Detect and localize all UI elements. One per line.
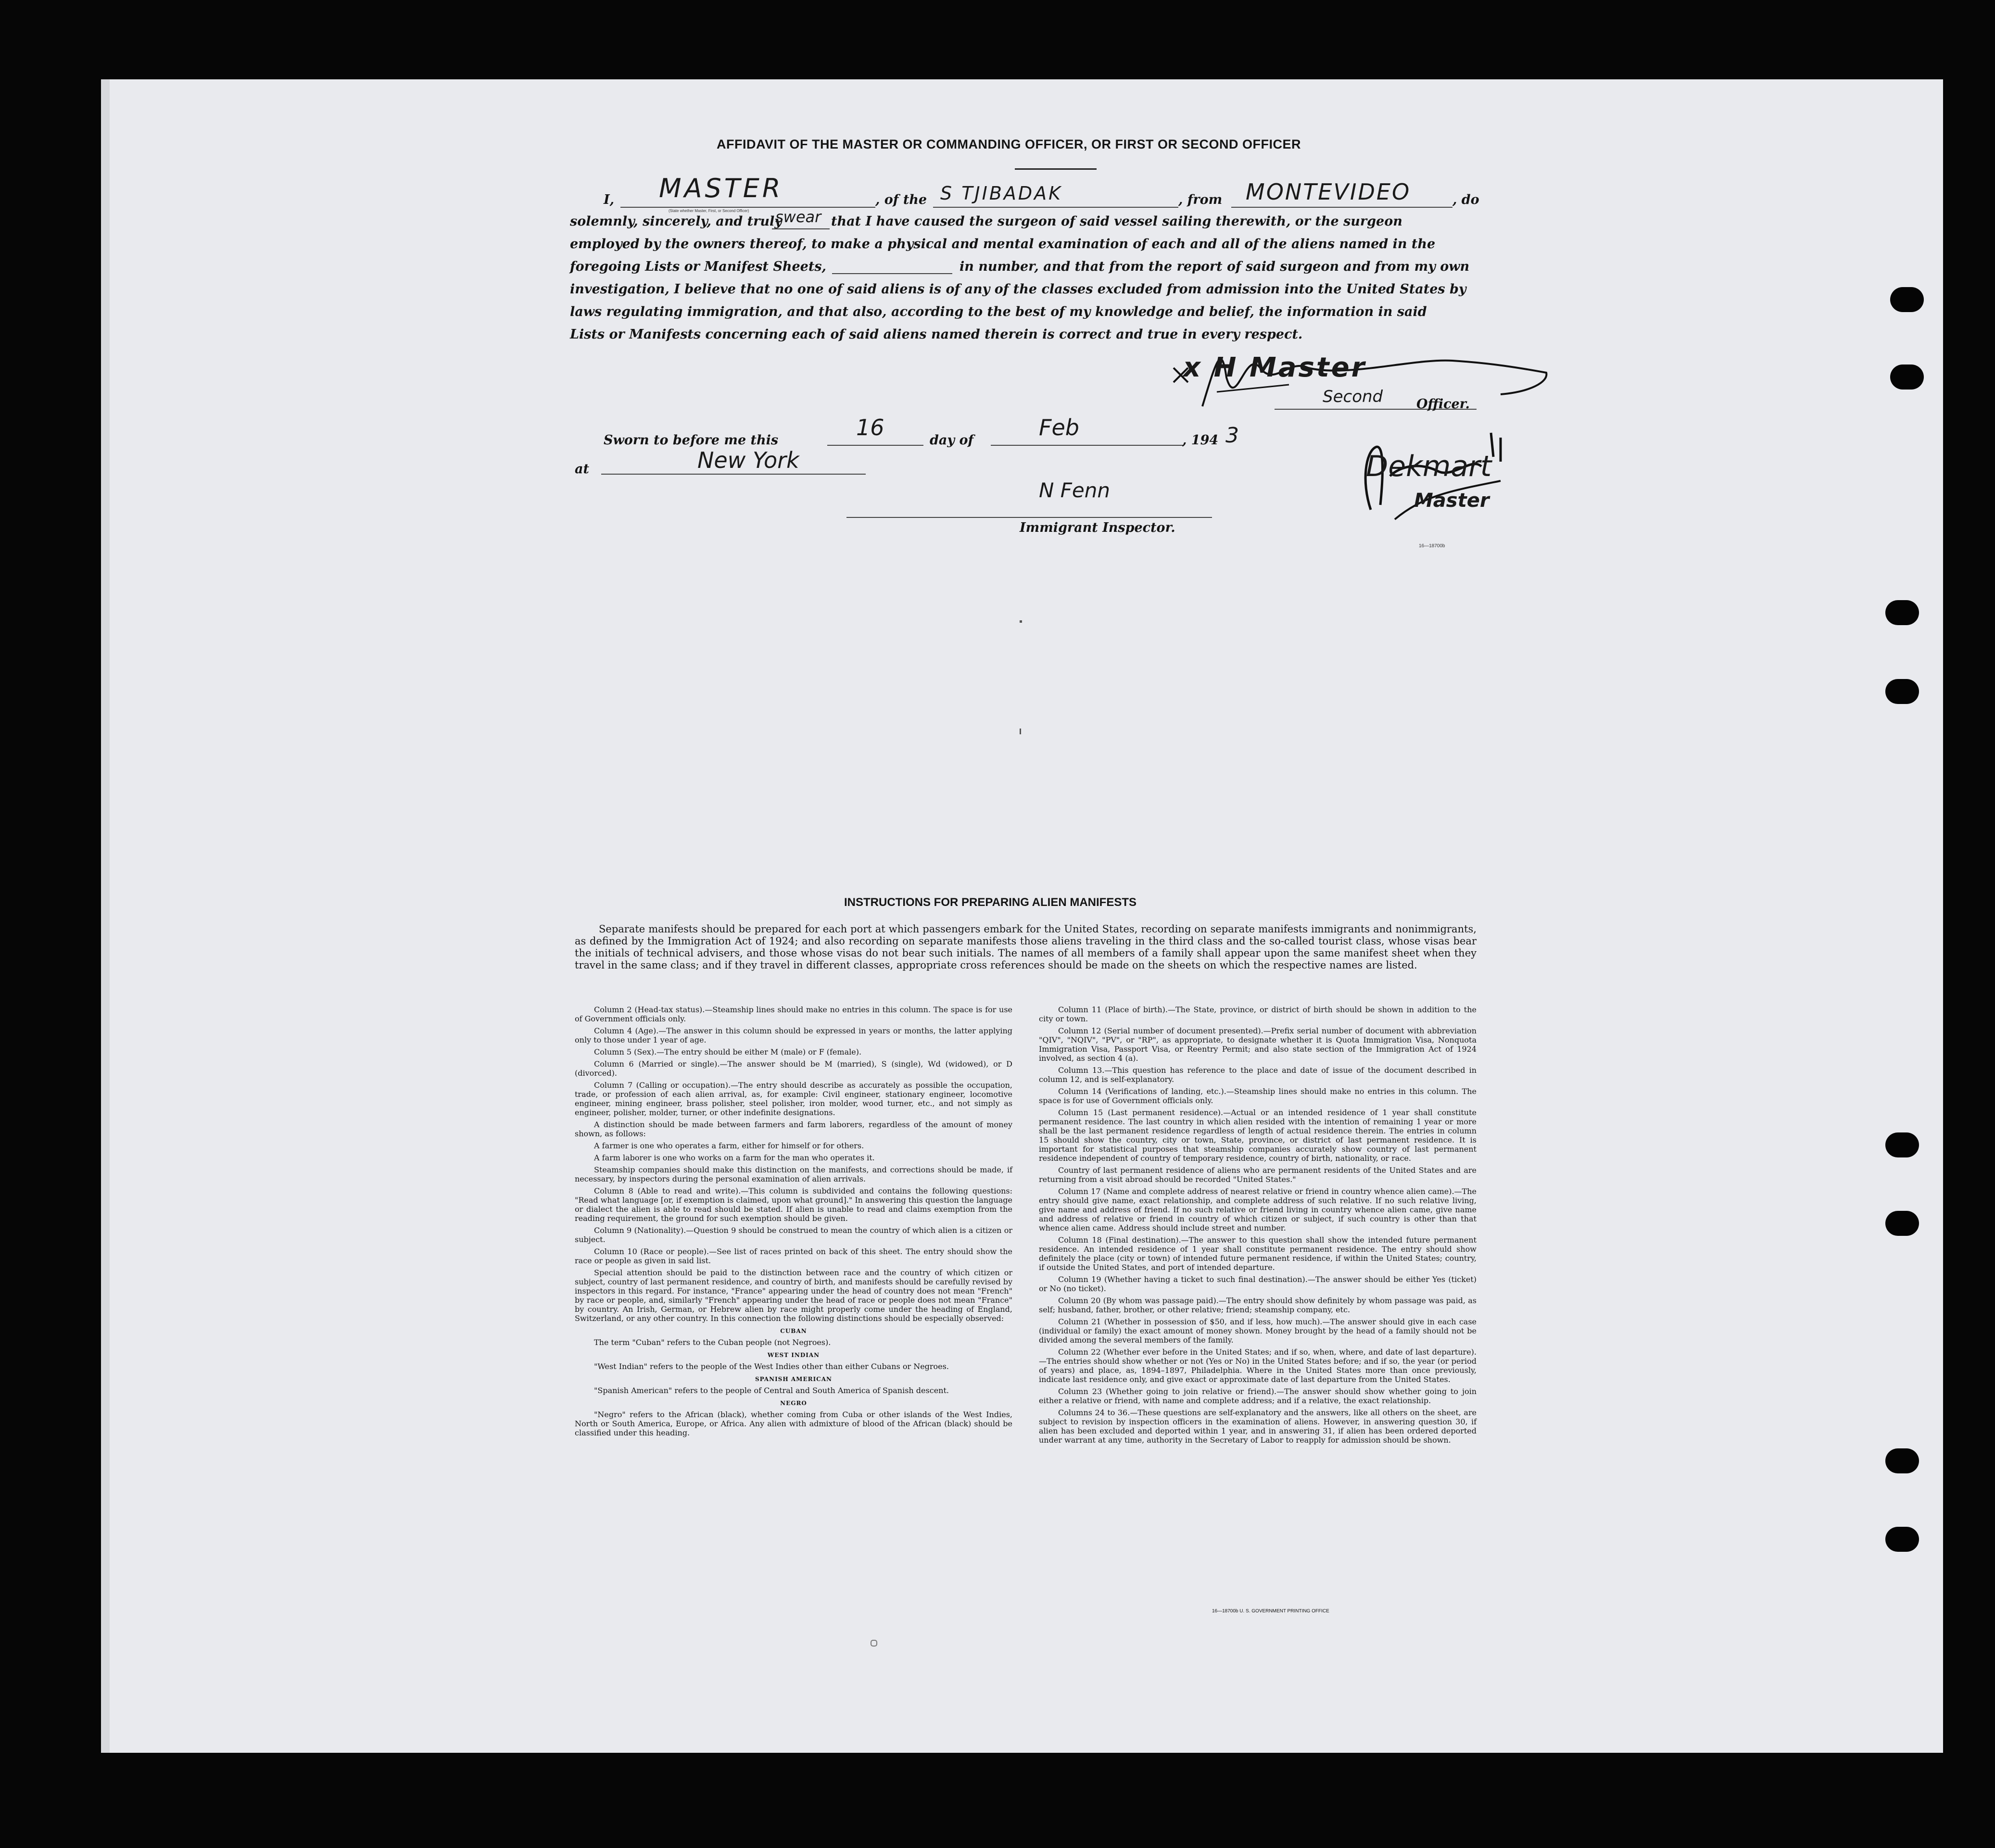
instruction-paragraph: Steamship companies should make this distinction on the manifests, and corrections should be made, if necessary, by inspectors during the personal examination of alien arrivals. <box>575 1165 1012 1183</box>
instruction-paragraph: Column 6 (Married or single).—The answer should be M (married), S (single), Wd (widowed), or D (divorced). <box>575 1059 1012 1078</box>
oath-blank <box>772 228 830 229</box>
officer-rank-caption: (State whether Master, First, or Second Officer) <box>669 209 749 213</box>
instruction-paragraph: Column 20 (By whom was passage paid).—The entry should show definitely by whom passage was paid, as self; husband, father, brother, or other relative; friend; steamship company, etc. <box>1039 1296 1477 1314</box>
inspector-signature-line <box>846 517 1212 518</box>
master-title: Master <box>1414 490 1490 512</box>
punch-hole <box>1885 1448 1919 1473</box>
instruction-paragraph: Column 18 (Final destination).—The answer to this question shall show the intended future permanent residence. An intended residence of 1 year shall constitute permanent residence. The entry should show definitely the place (city or town) of intended future permanent residence, if within the United States; country, if outside the United States, and port of intended departure. <box>1039 1235 1477 1272</box>
instruction-paragraph: A farmer is one who operates a farm, either for himself or for others. <box>594 1141 864 1150</box>
affidavit-line2-end: that I have caused the surgeon of said vessel sailing therewith, or the surgeon <box>831 214 1402 229</box>
punch-hole <box>1885 1132 1919 1157</box>
printing-office-footer: 16—18700b U. S. GOVERNMENT PRINTING OFFICE <box>1212 1609 1329 1614</box>
sworn-month-blank <box>991 445 1183 446</box>
affidavit-line1-from: , from <box>1178 192 1223 207</box>
affidavit-line5: investigation, I believe that no one of said aliens is of any of the classes excluded from admission into the United States by <box>570 282 1466 297</box>
affidavit-line3: employed by the owners thereof, to make a physical and mental examination of each and all of the aliens named in the <box>570 237 1436 251</box>
instruction-paragraph: Column 5 (Sex).—The entry should be either M (male) or F (female). <box>594 1047 862 1056</box>
port-handwritten: MONTEVIDEO <box>1246 179 1411 205</box>
officer-rank-signed: Second <box>1323 387 1383 406</box>
officer-suffix: Officer. <box>1416 397 1470 412</box>
paper-mark <box>1020 729 1021 734</box>
instruction-paragraph: "Spanish American" refers to the people of Central and South America of Spanish descent. <box>594 1386 949 1395</box>
sworn-year-prefix: , 194 <box>1182 433 1219 448</box>
instruction-paragraph: Column 2 (Head-tax status).—Steamship lines should make no entries in this column. The space is for use of Government officials only. <box>575 1005 1012 1023</box>
instructions-title: INSTRUCTIONS FOR PREPARING ALIEN MANIFESTS <box>844 896 1137 909</box>
affidavit-title: AFFIDAVIT OF THE MASTER OR COMMANDING OFFICER, OR FIRST OR SECOND OFFICER <box>717 137 1301 151</box>
paper-mark <box>871 1640 877 1647</box>
instruction-paragraph: The term "Cuban" refers to the Cuban people (not Negroes). <box>594 1338 831 1347</box>
instructions-left-column <box>575 1005 1012 1440</box>
affidavit-line2-start: solemnly, sincerely, and truly <box>570 214 782 229</box>
place-handwritten: New York <box>697 447 799 473</box>
place-blank <box>601 474 866 475</box>
affidavit-line1-do: , do <box>1452 192 1479 207</box>
officer-signature: x H Master <box>1183 352 1367 383</box>
instruction-paragraph: Column 15 (Last permanent residence).—Actual or an intended residence of 1 year shall constitute permanent residence. The last country in which alien resided with the intention of remaining 1 year or more shall be the last permanent residence regardless of length of actual residence therein. The entries in column 15 should show the country, city or town, State, province, or district of last permanent residence. It is important for statistical purposes that steamship companies accurately show country of last permanent residence independent of country of temporary residence, country of birth, nationality, or race. <box>1039 1108 1477 1163</box>
at-label: at <box>575 462 589 477</box>
port-blank <box>1231 207 1452 208</box>
sworn-day-blank <box>827 445 923 446</box>
vessel-handwritten: S TJIBADAK <box>940 183 1063 204</box>
inspector-label: Immigrant Inspector. <box>1020 520 1175 535</box>
instruction-paragraph: Special attention should be paid to the distinction between race and the country of which citizen or subject, country of last permanent residence, and country of birth, and manifests should be carefully revised by inspectors in this regard. For instance, "France" appearing under the head of country does not mean "French" by race or people, and, similarly "French" appearing under the head of race or people does not mean "France" by country. An Irish, German, or Hebrew alien by race might properly come under the heading of England, Switzerland, or any other country. In this connection the following distinctions should be especially observed: <box>575 1268 1012 1323</box>
sworn-prefix: Sworn to before me this <box>604 433 779 448</box>
inspector-signature: N Fenn <box>1039 478 1111 502</box>
instruction-paragraph: Column 21 (Whether in possession of $50, and if less, how much).—The answer should give in each case (individual or family) the exact amount of money shown. Money brought by the head of a family should not be divided among the several members of the family. <box>1039 1317 1477 1345</box>
instruction-paragraph: Column 8 (Able to read and write).—This column is subdivided and contains the following questions: "Read what language [or, if exemption is claimed, upon what ground]." In answering this question the language or dialect the alien is able to read should be stated. If alien is unable to read and claims exemption from the reading requirement, the ground for such exemption should be given. <box>575 1186 1012 1223</box>
punch-hole <box>1885 600 1919 625</box>
vessel-blank <box>933 207 1178 208</box>
affidavit-line6: laws regulating immigration, and that also, according to the best of my knowledge and belief, the information in said <box>570 304 1427 319</box>
instruction-paragraph: Column 17 (Name and complete address of nearest relative or friend in country whence alien came).—The entry should give name, exact relationship, and complete address of such relative. If no such relative living, give name and address of friend. If no such relative or friend living in country whence alien came, give name and address of relative or friend in country of which citizen or subject, if such country is other than that whence alien came. Address should include street and number. <box>1039 1187 1477 1232</box>
instruction-paragraph: Column 4 (Age).—The answer in this column should be expressed in years or months, the latter applying only to those under 1 year of age. <box>575 1026 1012 1044</box>
instruction-paragraph: Column 12 (Serial number of document presented).—Prefix serial number of document with abbreviation "QIV", "NQIV", "PV", or "RP", as appropriate, to designate whether it is Quota Immigration Visa, Nonquota Immigration Visa, Passport Visa, or Reentry Permit; and also state section of the Immigration Act of 1924 involved, as section 4 (a). <box>1039 1026 1477 1063</box>
master-signature: Dekmart <box>1366 450 1492 483</box>
race-heading-spanish-american: SPANISH AMERICAN <box>755 1376 833 1383</box>
instruction-paragraph: Country of last permanent residence of aliens who are permanent residents of the United States and are returning from a visit abroad should be recorded "United States." <box>1039 1166 1477 1184</box>
race-heading-cuban: CUBAN <box>780 1328 807 1334</box>
title-rule <box>1015 168 1097 170</box>
affidavit-line1-of-the: , of the <box>875 192 927 207</box>
punch-hole <box>1885 1527 1919 1552</box>
instruction-paragraph: Column 9 (Nationality).—Question 9 should be construed to mean the country of which alien is a citizen or subject. <box>575 1226 1012 1244</box>
sworn-year-handwritten: 3 <box>1225 423 1239 448</box>
officer-rank-blank <box>620 207 875 208</box>
race-heading-negro: NEGRO <box>780 1400 807 1407</box>
instruction-paragraph: A farm laborer is one who works on a farm for the man who operates it. <box>594 1153 875 1162</box>
affidavit-line1-prefix: I, <box>604 192 615 207</box>
instruction-paragraph: Columns 24 to 36.—These questions are self-explanatory and the answers, like all others on the sheet, are subject to revision by inspection officers in the examination of aliens. However, in answering question 30, if alien has been excluded and deported within 1 year, and in answering 31, if alien has been ordered deported under warrant at any time, authority in the Secretary of Labor to reapply for admission should be shown. <box>1039 1408 1477 1445</box>
sworn-day-of: day of <box>930 433 974 448</box>
race-heading-west-indian: WEST INDIAN <box>767 1352 820 1358</box>
instructions-intro: Separate manifests should be prepared for each port at which passengers embark for the United States, recording on separate manifests immigrants and nonimmigrants, as defined by the Immigration Act of 1924; and also recording on separate manifests those aliens traveling in the third class and the so-called tourist class, whose visas bear the initials of technical advisers, and those whose visas do not bear such initials. The names of all members of a family shall appear upon the same manifest sheet when they travel in the same class; and if they travel in different classes, appropriate cross references should be made on the sheets on which the respective names are listed. <box>575 923 1477 971</box>
sworn-month-handwritten: Feb <box>1039 415 1079 440</box>
instruction-paragraph: A distinction should be made between farmers and farm laborers, regardless of the amount of money shown, as follows: <box>575 1120 1012 1138</box>
punch-hole <box>1885 679 1919 704</box>
affidavit-line4-start: foregoing Lists or Manifest Sheets, <box>570 259 826 274</box>
instruction-paragraph: Column 10 (Race or people).—See list of races printed on back of this sheet. The entry should show the race or people as given in said list. <box>575 1247 1012 1265</box>
instruction-paragraph: Column 13.—This question has reference to the place and date of issue of the document described in column 12, and is self-explanatory. <box>1039 1066 1477 1084</box>
sheet-count-blank <box>832 273 952 274</box>
punch-hole <box>1890 287 1924 312</box>
instruction-paragraph: "West Indian" refers to the people of the West Indies other than either Cubans or Negroes. <box>594 1362 949 1371</box>
affidavit-line7: Lists or Manifests concerning each of said aliens named therein is correct and true in every respect. <box>570 327 1303 342</box>
instruction-paragraph: Column 19 (Whether having a ticket to such final destination).—The answer should be either Yes (ticket) or No (no ticket). <box>1039 1275 1477 1293</box>
instruction-paragraph: Column 22 (Whether ever before in the United States; and if so, when, where, and date of last departure).—The entries should show whether or not (Yes or No) in the United States before; and if so, the year (or period of years) and place, as, 1894–1897, Philadelphia. Where in the United States more than once previously, indicate last residence only, and give exact or approximate date of last departure from the United States. <box>1039 1347 1477 1384</box>
instruction-paragraph: Column 7 (Calling or occupation).—The entry should describe as accurately as possible the occupation, trade, or profession of each alien arrival, as, for example: Civil engineer, stationary engineer, locomotive engineer, mining engineer, brass polisher, steel polisher, iron molder, wood turner, etc., and not simply as engineer, polisher, molder, turner, or other indefinite designations. <box>575 1081 1012 1117</box>
instruction-paragraph: Column 23 (Whether going to join relative or friend).—The answer should show whether going to join either a relative or friend, with name and complete address; and if a relative, the exact relationship. <box>1039 1387 1477 1405</box>
sworn-day-handwritten: 16 <box>856 415 884 440</box>
punch-hole <box>1885 1211 1919 1236</box>
instruction-paragraph: Column 14 (Verifications of landing, etc.).—Steamship lines should make no entries in this column. The space is for use of Government officials only. <box>1039 1087 1477 1105</box>
affidavit-line4-end: in number, and that from the report of said surgeon and from my own <box>960 259 1470 274</box>
instructions-right-column <box>1039 1005 1477 1447</box>
punch-hole <box>1890 365 1924 390</box>
affidavit-form-code: 16—18700b <box>1419 543 1445 549</box>
paper-mark <box>1020 620 1022 623</box>
instruction-paragraph: Column 11 (Place of birth).—The State, province, or district of birth should be shown in addition to the city or town. <box>1039 1005 1477 1023</box>
oath-handwritten: swear <box>775 208 821 226</box>
officer-rank-handwritten: MASTER <box>659 173 783 203</box>
instruction-paragraph: "Negro" refers to the African (black), whether coming from Cuba or other islands of the West Indies, North or South America, Europe, or Africa. Any alien with admixture of blood of the African (black) should be classified under this heading. <box>575 1410 1012 1437</box>
